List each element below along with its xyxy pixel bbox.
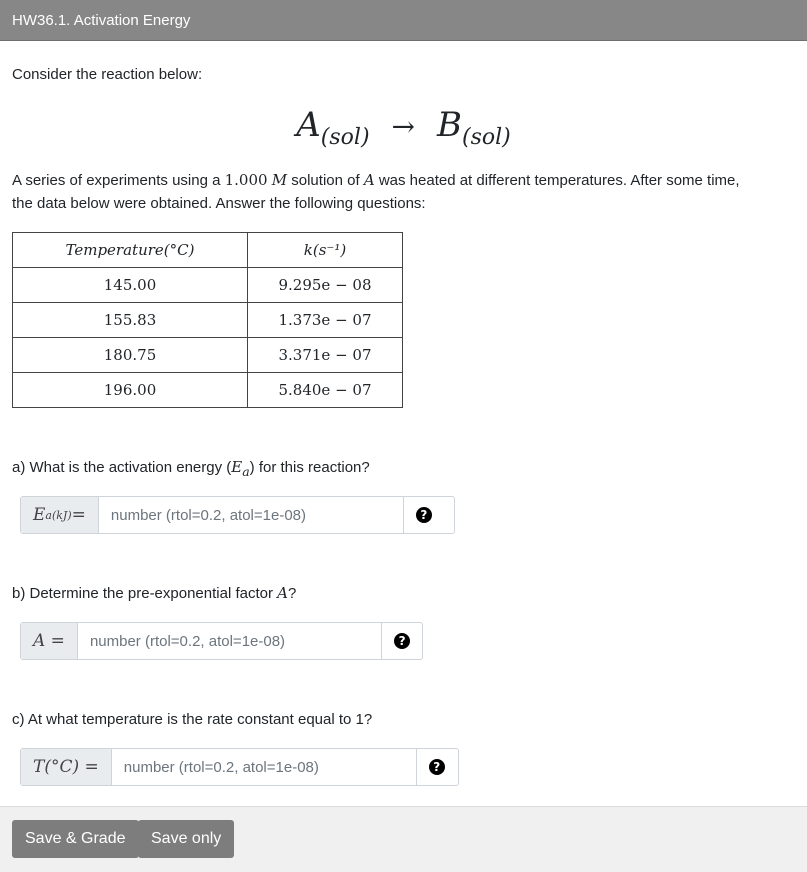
concentration-unit: M [271, 171, 288, 189]
answer-a-label-main: E [33, 505, 46, 525]
answer-c-label: T(°C) = [21, 749, 112, 785]
answer-a-help-button[interactable] [403, 497, 444, 533]
answer-b-input-group [20, 622, 423, 660]
table-header-temperature: Temperature(°C) [13, 233, 248, 268]
ea-symbol-sub: a [242, 464, 250, 479]
answer-c-input[interactable] [112, 749, 416, 785]
answer-a-input[interactable] [99, 497, 403, 533]
question-title: HW36.1. Activation Energy [12, 11, 191, 29]
answer-b-input[interactable] [78, 623, 381, 659]
data-table [12, 232, 403, 408]
answer-c-help-button[interactable] [416, 749, 457, 785]
desc-part1: A series of experiments using a [12, 172, 225, 189]
answer-b-help-button[interactable] [381, 623, 422, 659]
ea-symbol-main: E [231, 458, 243, 476]
answer-a-label-eq: = [71, 505, 86, 525]
table-cell-rate-constant: 1.373e − 07 [248, 303, 403, 338]
question-b-text-before: b) Determine the pre-exponential factor [12, 585, 278, 602]
table-header-row [13, 233, 403, 268]
table-row [13, 268, 403, 303]
answer-a-label [21, 497, 99, 533]
table-row [13, 303, 403, 338]
reaction-equation [0, 105, 807, 150]
desc-part3: was heated at different temperatures. After some time, [374, 172, 740, 189]
answer-b-label: A = [21, 623, 78, 659]
question-footer [0, 806, 807, 872]
table-header-rate-constant: k(s⁻¹) [248, 233, 403, 268]
desc-species: A [363, 171, 375, 189]
table-row [13, 373, 403, 408]
reactant-state: (sol) [320, 125, 370, 150]
question-c-text: c) At what temperature is the rate constant equal to 1? [12, 711, 373, 728]
question-a-text [12, 456, 370, 483]
table-cell-rate-constant: 9.295e − 08 [248, 268, 403, 303]
question-b-text [12, 582, 296, 605]
reaction-arrow: → [391, 110, 416, 143]
desc-part2: solution of [287, 172, 364, 189]
question-body [0, 41, 807, 806]
product-state: (sol) [462, 125, 511, 150]
save-only-button[interactable]: Save only [138, 820, 234, 858]
reactant: A [296, 105, 321, 145]
table-cell-temperature: 180.75 [13, 338, 248, 373]
table-cell-rate-constant: 3.371e − 07 [248, 338, 403, 373]
table-cell-temperature: 155.83 [13, 303, 248, 338]
desc-line2: the data below were obtained. Answer the following questions: [12, 195, 426, 212]
intro-text: Consider the reaction below: [12, 66, 203, 83]
table-row [13, 338, 403, 373]
product: B [437, 105, 463, 145]
question-circle-icon: ? [429, 759, 445, 775]
table-cell-rate-constant: 5.840e − 07 [248, 373, 403, 408]
concentration-value: 1.000 [224, 171, 268, 189]
table-cell-temperature: 145.00 [13, 268, 248, 303]
question-circle-icon: ? [394, 633, 410, 649]
answer-a-label-sub: a(kJ) [45, 508, 72, 522]
activation-energy-symbol [231, 458, 250, 479]
question-a-text-before: a) What is the activation energy ( [12, 459, 232, 476]
question-a-text-after: ) for this reaction? [249, 459, 370, 476]
question-header [0, 0, 807, 41]
description-text [12, 169, 802, 215]
pre-exponential-symbol: A [277, 584, 288, 602]
answer-a-input-group [20, 496, 455, 534]
question-b-text-after: ? [287, 585, 297, 602]
question-circle-icon: ? [416, 507, 432, 523]
table-cell-temperature: 196.00 [13, 373, 248, 408]
answer-c-input-group [20, 748, 459, 786]
save-and-grade-button[interactable]: Save & Grade [12, 820, 139, 858]
